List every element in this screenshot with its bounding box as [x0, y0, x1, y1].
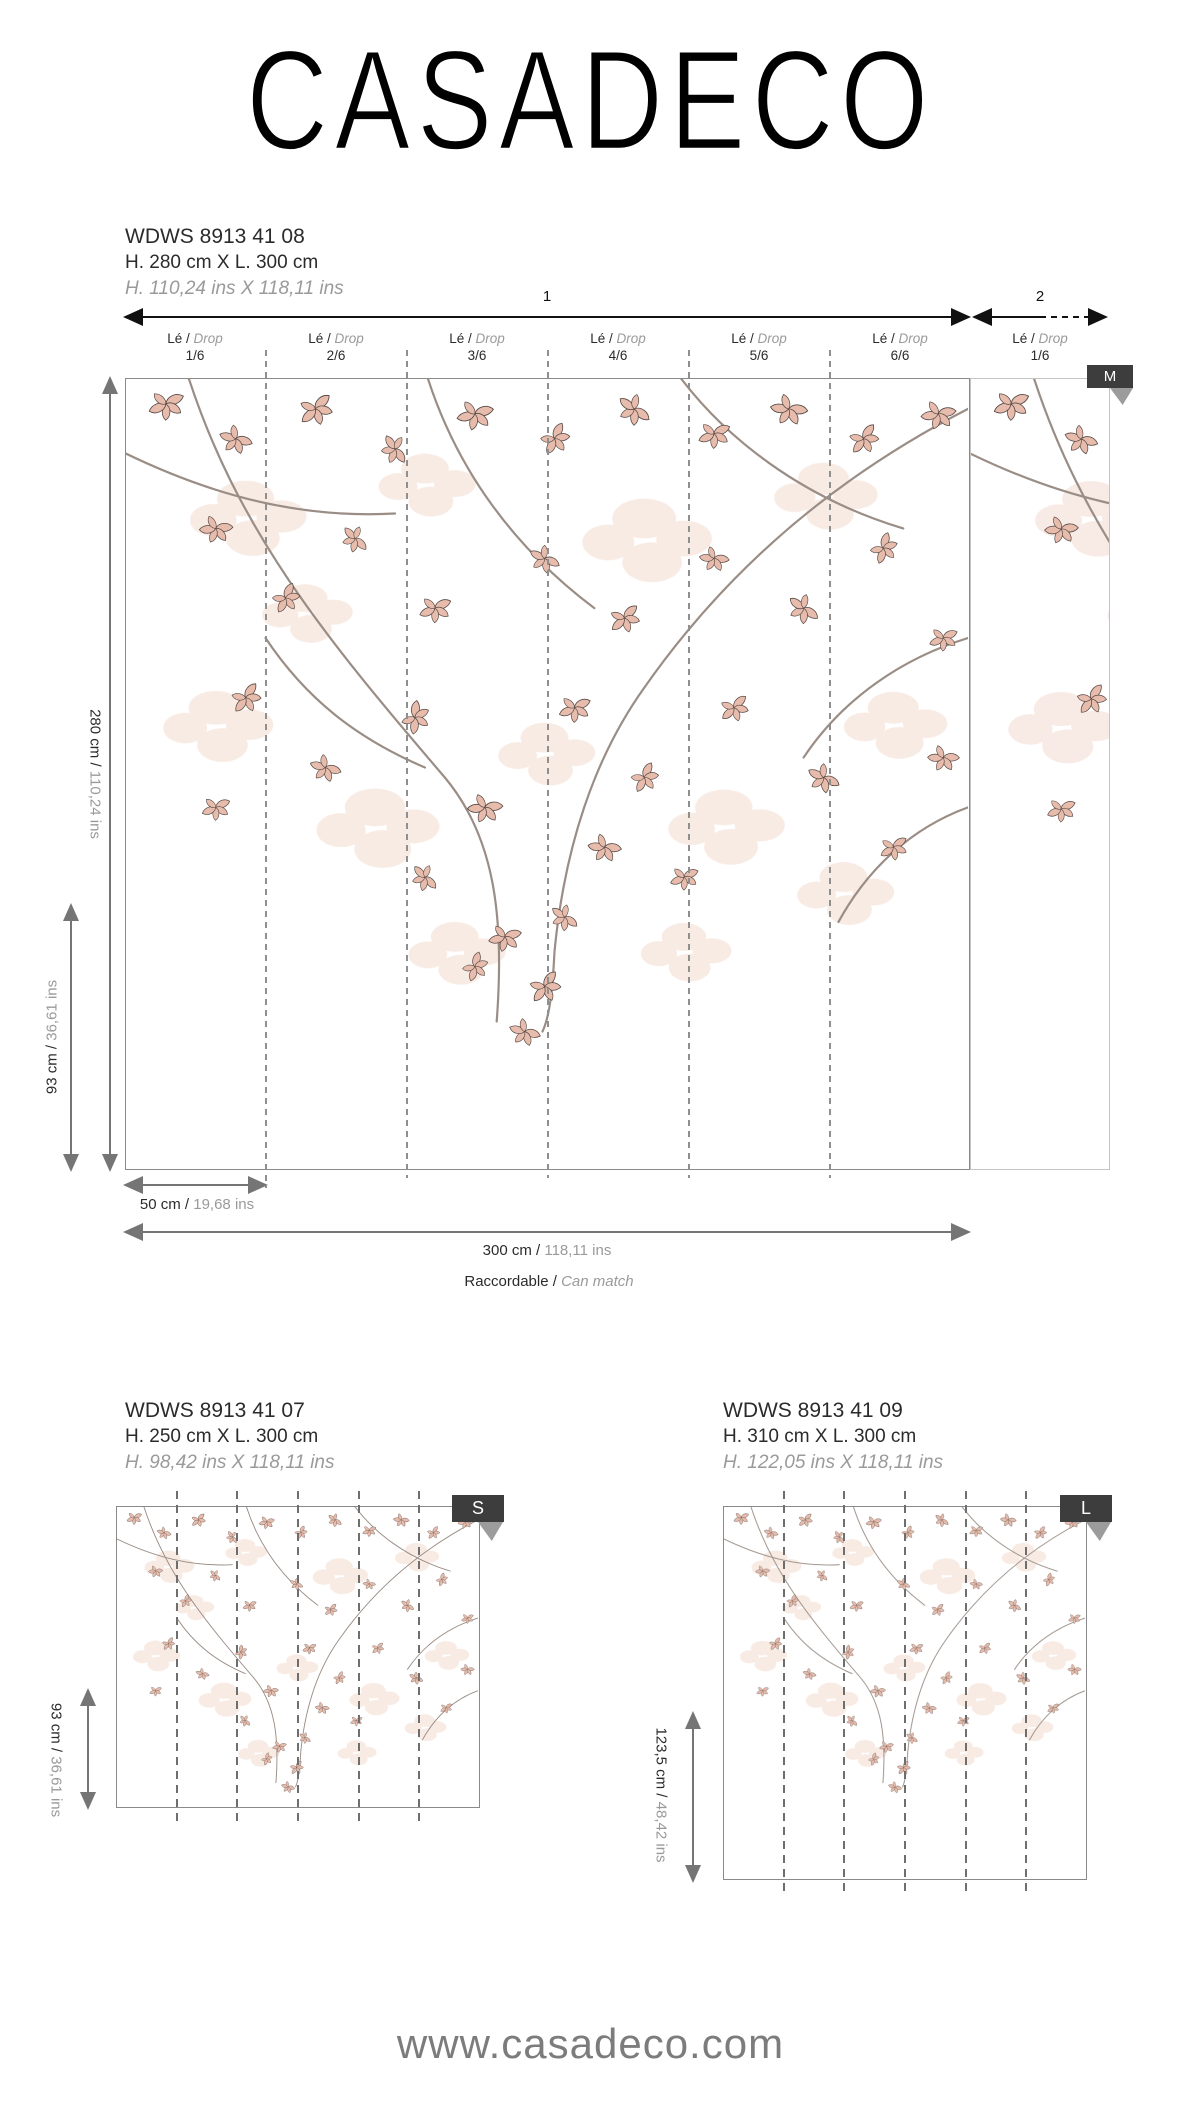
- partial-height-93-arrow: [70, 905, 72, 1170]
- panel-label-6: Lé / Drop 6/6: [872, 331, 928, 363]
- product-size-cm: H. 280 cm X L. 300 cm: [125, 252, 319, 273]
- product-sku: WDWS 8913 41 09: [723, 1399, 903, 1422]
- panel-divider-dash: [265, 350, 267, 1188]
- product-sku: WDWS 8913 41 08: [125, 225, 305, 248]
- section-1-label: 1: [542, 288, 552, 305]
- product-header-large: [723, 1398, 943, 1476]
- panel-divider-dash: [358, 1491, 360, 1822]
- panel-divider-dash: [829, 350, 831, 1178]
- size-badge-l: [1060, 1495, 1112, 1522]
- product-size-ins: H. 98,42 ins X 118,11 ins: [125, 1452, 335, 1473]
- product-size-cm: H. 310 cm X L. 300 cm: [723, 1426, 917, 1447]
- total-width-300-arrow: [125, 1231, 969, 1233]
- large-partial-height-label: 123,5 cm / 48,42 ins: [652, 1727, 670, 1863]
- panel-divider-dash: [176, 1491, 178, 1822]
- size-badge-m-label: M: [1087, 365, 1133, 388]
- size-badge-m: [1087, 365, 1133, 388]
- panel-label-3: Lé / Drop 3/6: [449, 331, 505, 363]
- size-badge-l-label: L: [1060, 1495, 1112, 1522]
- size-badge-m-ribbon-tail: [1110, 388, 1133, 405]
- panel-divider-dash: [965, 1491, 967, 1895]
- wallpaper-artwork-repeat: [971, 379, 1109, 1168]
- panel-divider-dash: [418, 1491, 420, 1822]
- panel-label-5: Lé / Drop 5/6: [731, 331, 787, 363]
- size-badge-s-label: S: [452, 1495, 504, 1522]
- small-partial-height-arrow: [87, 1690, 89, 1808]
- product-size-ins: H. 110,24 ins X 118,11 ins: [125, 278, 344, 299]
- panel-divider-dash: [547, 350, 549, 1178]
- panel-width-50-arrow: [125, 1184, 266, 1186]
- height-280-arrow: [109, 378, 111, 1170]
- large-partial-height-arrow: [692, 1713, 694, 1881]
- section-1-arrow: [125, 316, 969, 318]
- height-280-label: 280 cm / 110,24 ins: [86, 709, 104, 839]
- panel-divider-dash: [406, 350, 408, 1178]
- section-2-arrow-solid: [974, 316, 1040, 318]
- panel-label-2: Lé / Drop 2/6: [308, 331, 364, 363]
- size-badge-s-ribbon-tail: [478, 1522, 503, 1541]
- product-size-cm: H. 250 cm X L. 300 cm: [125, 1426, 319, 1447]
- repeat-panel-rect: [970, 378, 1110, 1170]
- product-size-ins: H. 122,05 ins X 118,11 ins: [723, 1452, 944, 1473]
- panel-divider-dash: [783, 1491, 785, 1895]
- panel-divider-dash: [843, 1491, 845, 1895]
- size-badge-l-ribbon-tail: [1086, 1522, 1111, 1541]
- partial-height-93-label: 93 cm / 36,61 ins: [43, 979, 61, 1095]
- size-badge-s: [452, 1495, 504, 1522]
- brand-logo: CASADECO: [246, 21, 935, 180]
- total-width-300-label: 300 cm / 118,11 ins: [482, 1242, 612, 1259]
- panel-divider-dash: [688, 350, 690, 1178]
- website-url: www.casadeco.com: [396, 2020, 785, 2067]
- panel-divider-dash: [1025, 1491, 1027, 1895]
- panel-label-7: Lé / Drop 1/6: [1012, 331, 1068, 363]
- panel-divider-dash: [904, 1491, 906, 1895]
- panel-divider-dash: [297, 1491, 299, 1822]
- product-header-small: [125, 1398, 334, 1476]
- panel-label-1: Lé / Drop 1/6: [167, 331, 223, 363]
- section-2-label: 2: [1035, 288, 1045, 305]
- panel-width-50-label: 50 cm / 19,68 ins: [139, 1196, 255, 1213]
- section-2-arrow: [974, 316, 1106, 318]
- panel-label-4: Lé / Drop 4/6: [590, 331, 646, 363]
- section-2-arrow-dashed: [1040, 316, 1098, 318]
- product-sku: WDWS 8913 41 07: [125, 1399, 305, 1422]
- small-partial-height-label: 93 cm / 36,61 ins: [47, 1702, 65, 1818]
- match-note: Raccordable / Can match: [464, 1273, 634, 1290]
- product-header-main: [125, 224, 344, 302]
- panel-divider-dash: [236, 1491, 238, 1822]
